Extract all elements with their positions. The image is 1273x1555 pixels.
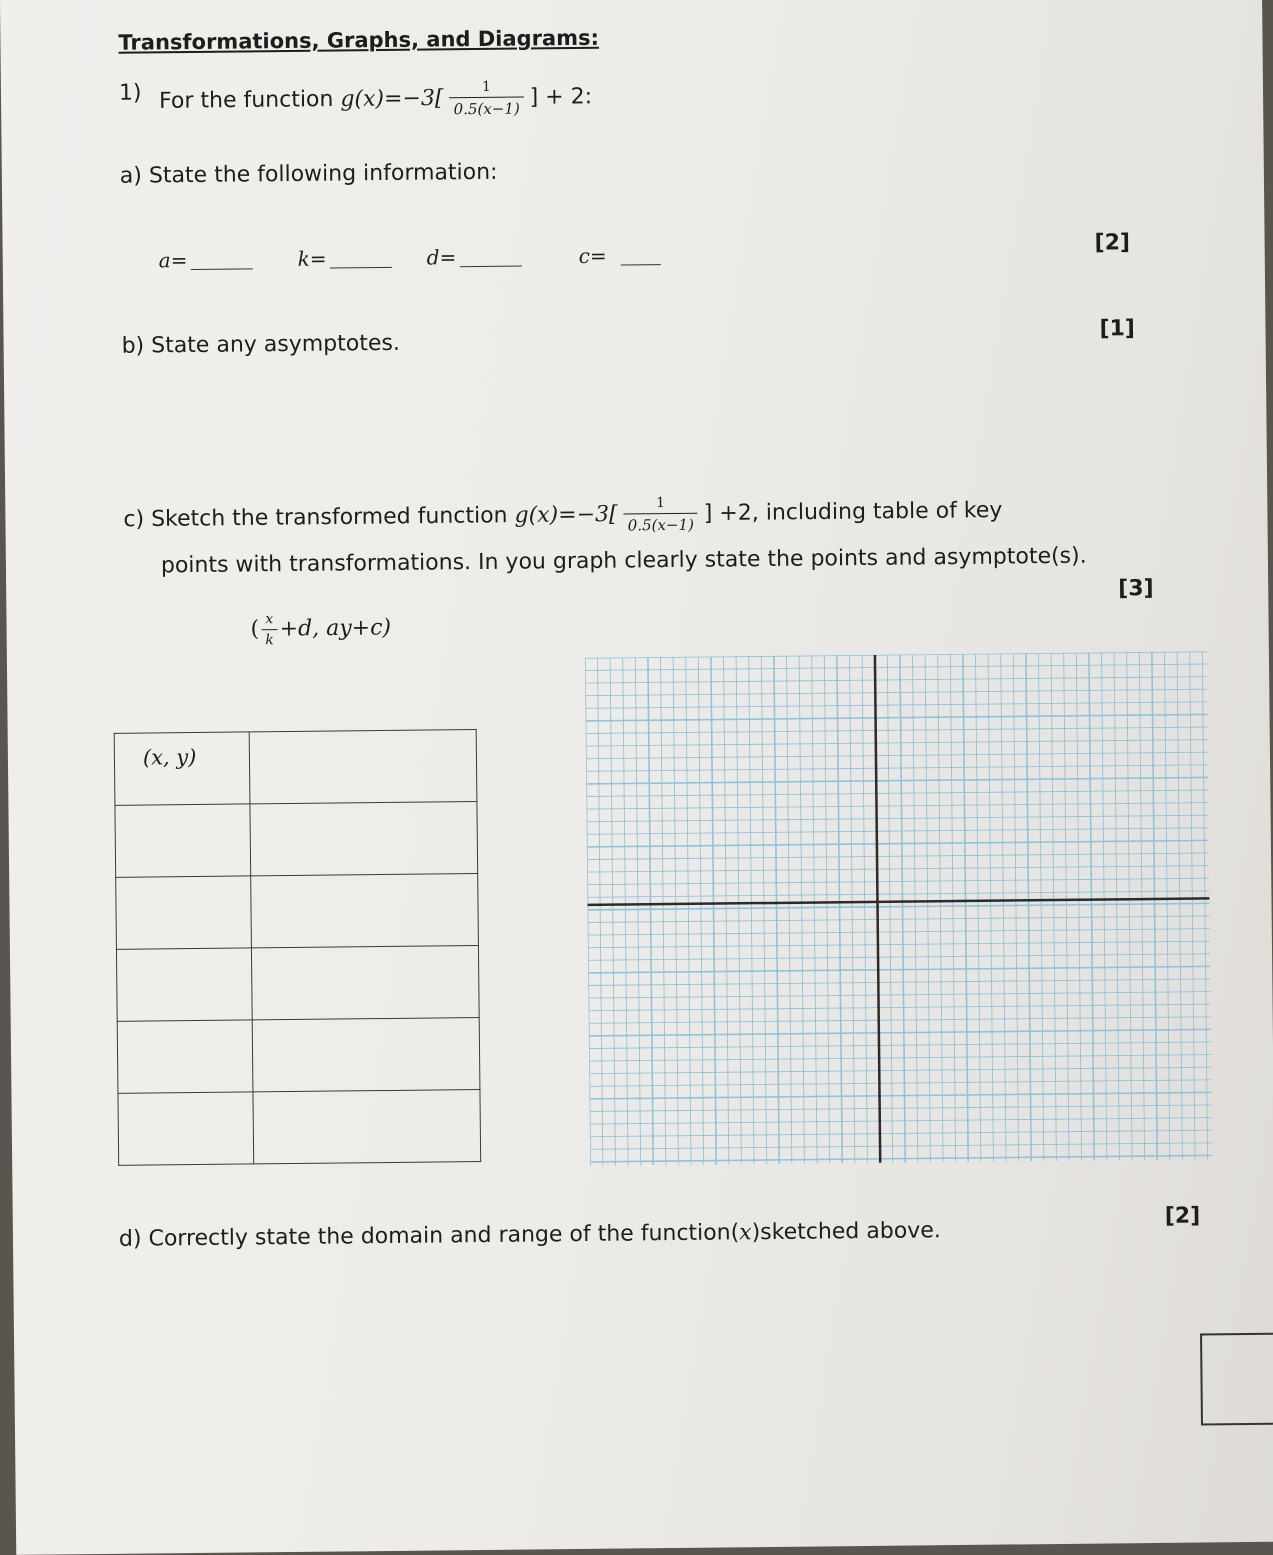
table-cell[interactable]	[250, 802, 478, 876]
grid-line	[588, 941, 1210, 948]
grid-line	[623, 658, 628, 1166]
table-row	[116, 946, 479, 1022]
grid-line	[587, 878, 1209, 885]
grid-line	[812, 656, 817, 1164]
grid-line	[661, 657, 666, 1165]
grid-line	[774, 656, 779, 1164]
page-title: Transformations, Graphs, and Diagrams:	[118, 25, 600, 55]
grid-line	[586, 727, 1208, 734]
part-a-prompt: a) State the following information:	[119, 159, 498, 189]
grid-line	[589, 1029, 1211, 1036]
part-c-prompt	[123, 492, 1002, 540]
grid-line	[799, 656, 804, 1164]
blank-d[interactable]	[459, 266, 521, 268]
grid-line	[900, 655, 905, 1163]
blank-c[interactable]	[621, 264, 661, 265]
grid-line	[787, 656, 792, 1164]
grid-line	[586, 790, 1208, 797]
grid-line	[585, 651, 1207, 658]
grid-line	[1202, 651, 1207, 1159]
answer-a	[159, 247, 253, 272]
part-b-prompt: b) State any asymptotes.	[121, 330, 401, 359]
grid-line	[837, 655, 842, 1163]
part-d-variable: x	[739, 1220, 752, 1246]
grid-line	[588, 916, 1210, 923]
grid-line	[588, 992, 1210, 999]
table-cell[interactable]	[116, 876, 252, 949]
table-cell[interactable]	[251, 946, 479, 1020]
grid-line	[862, 655, 867, 1163]
grid-line	[590, 1118, 1212, 1125]
grid-line	[586, 777, 1208, 784]
grid-line	[887, 655, 892, 1163]
table-cell[interactable]	[251, 874, 479, 948]
grid-line	[686, 657, 691, 1165]
grid-line	[588, 954, 1210, 961]
grid-line	[724, 656, 729, 1164]
table-cell[interactable]	[118, 1092, 254, 1165]
part-d-text: d) Correctly state the domain and range of the function(	[118, 1220, 740, 1252]
table-cell[interactable]	[252, 1018, 480, 1092]
grid-line	[589, 1042, 1211, 1049]
grid-line	[585, 658, 590, 1166]
table-header: (x, y)	[142, 744, 197, 770]
grid-line	[588, 929, 1210, 936]
part-b-marks: [1]	[1099, 316, 1136, 342]
key-points-table	[114, 729, 482, 1166]
part-a-marks: [2]	[1094, 230, 1131, 256]
grid-line	[1089, 653, 1094, 1161]
part-c-denominator: 0.5(x−1)	[624, 513, 698, 535]
grid-line	[586, 752, 1208, 759]
part-c-numerator: 1	[656, 495, 666, 512]
grid-line	[673, 657, 678, 1165]
grid-line	[1101, 653, 1106, 1161]
graph-grid[interactable]	[585, 651, 1212, 1165]
grid-line	[587, 891, 1209, 898]
grid-line	[586, 714, 1208, 721]
grid-line	[648, 657, 653, 1165]
grid-line	[589, 1067, 1211, 1074]
question-1-stem	[159, 78, 592, 122]
part-d-marks: [2]	[1164, 1203, 1201, 1229]
table-cell[interactable]	[117, 1020, 253, 1093]
grid-line	[587, 840, 1209, 847]
part-c-line-2: points with transformations. In you graph clearly state the points and asymptote(s).	[160, 543, 1087, 579]
grid-line	[588, 966, 1210, 973]
fraction-numerator: 1	[481, 78, 492, 95]
grid-line	[1013, 653, 1018, 1161]
grid-line	[585, 664, 1207, 671]
grid-line	[587, 853, 1209, 860]
part-c-tail: including table of key	[765, 498, 1003, 526]
grid-line	[1177, 652, 1182, 1160]
mapping-numerator: x	[265, 611, 274, 628]
answer-c	[579, 243, 661, 268]
grid-line	[587, 815, 1209, 822]
table-row	[115, 802, 478, 878]
grid-line	[586, 765, 1208, 772]
table-cell[interactable]	[249, 730, 477, 804]
grid-line	[1076, 653, 1081, 1161]
y-axis	[875, 655, 880, 1163]
grid-line	[589, 1055, 1211, 1062]
blank-k[interactable]	[330, 267, 392, 269]
grid-line	[988, 654, 993, 1162]
grid-line	[1164, 652, 1169, 1160]
grid-line	[1038, 653, 1043, 1161]
fraction-denominator: 0.5(x−1)	[449, 97, 523, 119]
grid-line	[587, 866, 1209, 873]
grid-line	[925, 654, 930, 1162]
mapping-rule	[250, 610, 391, 648]
grid-line	[824, 655, 829, 1163]
grid-line	[1064, 653, 1069, 1161]
grid-line	[711, 657, 716, 1165]
grid-line	[1001, 654, 1006, 1162]
part-c-lead: c) Sketch the transformed function	[123, 503, 508, 533]
grid-lines	[585, 651, 1212, 1165]
function-fraction	[449, 79, 524, 119]
table-cell[interactable]	[116, 948, 252, 1021]
grid-line	[950, 654, 955, 1162]
grid-line	[587, 828, 1209, 835]
grid-line	[1026, 653, 1031, 1161]
grid-line	[589, 1017, 1211, 1024]
mapping-fraction	[261, 611, 278, 648]
table-header-cell	[114, 732, 250, 805]
grid-line	[610, 658, 615, 1166]
grid-line	[749, 656, 754, 1164]
grid-line	[761, 656, 766, 1164]
answer-d	[427, 245, 522, 270]
label-k: k=	[297, 246, 327, 271]
grid-line	[698, 657, 703, 1165]
grid-line	[976, 654, 981, 1162]
table-cell[interactable]	[253, 1090, 481, 1164]
grid-line	[589, 1080, 1211, 1087]
part-d-text-2: )sketched above.	[751, 1218, 941, 1246]
part-c-function-fraction	[623, 495, 698, 535]
question-number: 1)	[118, 80, 142, 106]
grid-line	[1127, 652, 1132, 1160]
answer-k	[298, 246, 392, 271]
grid-line	[938, 654, 943, 1162]
part-c-function-lhs: g(x)=−3[	[514, 502, 618, 529]
grid-line	[585, 689, 1207, 696]
grid-line	[585, 702, 1207, 709]
mapping-rest: +d, ay+c)	[279, 615, 392, 642]
grid-line	[588, 979, 1210, 986]
grid-line	[635, 657, 640, 1165]
part-c-marks: [3]	[1118, 575, 1154, 602]
table-row	[118, 1090, 481, 1166]
grid-line	[590, 1105, 1212, 1112]
grid-line	[1190, 652, 1195, 1160]
grid-line	[963, 654, 968, 1162]
grid-line	[1139, 652, 1144, 1160]
table-row	[116, 874, 479, 950]
score-box	[1200, 1332, 1273, 1425]
grid-line	[590, 1130, 1212, 1137]
function-rhs: ] + 2:	[529, 84, 593, 110]
grid-line	[590, 1155, 1212, 1162]
part-d-prompt	[119, 1218, 941, 1252]
table-row	[117, 1018, 480, 1094]
grid-line	[1051, 653, 1056, 1161]
label-c: c=	[578, 243, 607, 268]
grid-line	[586, 740, 1208, 747]
question-1-lead: For the function	[158, 87, 334, 114]
mapping-open: (	[250, 616, 260, 642]
grid-line	[1152, 652, 1157, 1160]
part-c-function-rhs: ] +2,	[703, 500, 759, 527]
grid-line	[590, 1092, 1212, 1099]
grid-line	[589, 1004, 1211, 1011]
grid-line	[585, 677, 1207, 684]
grid-line	[598, 658, 603, 1166]
label-d: d=	[426, 245, 457, 270]
grid-line	[736, 656, 741, 1164]
table-row	[114, 730, 477, 806]
grid-line	[913, 654, 918, 1162]
table-cell[interactable]	[115, 804, 251, 877]
grid-line	[590, 1143, 1212, 1150]
grid-line	[587, 803, 1209, 810]
grid-line	[1114, 652, 1119, 1160]
grid-line	[850, 655, 855, 1163]
blank-a[interactable]	[191, 268, 253, 270]
label-a: a=	[158, 248, 188, 273]
mapping-denominator: k	[261, 629, 278, 648]
function-lhs: g(x)=−3[	[340, 85, 444, 112]
